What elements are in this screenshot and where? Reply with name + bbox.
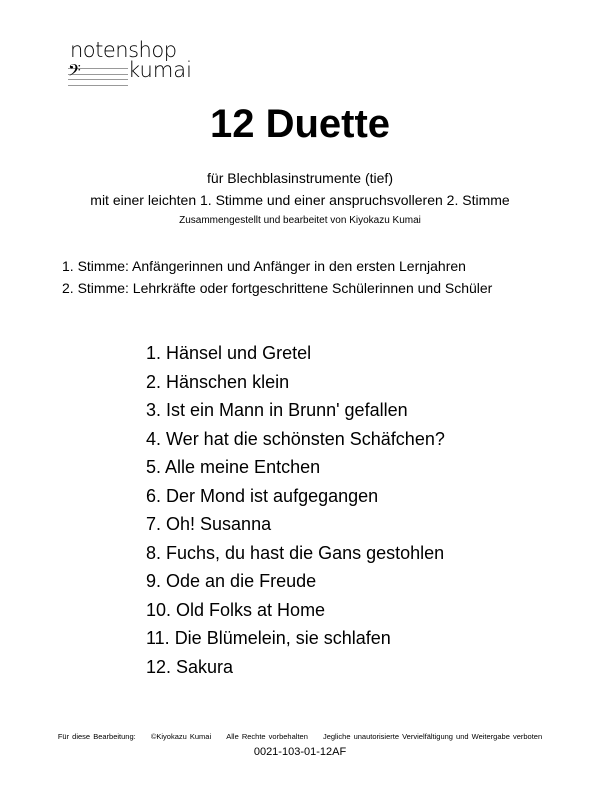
song-item: 10. Old Folks at Home	[146, 599, 326, 620]
logo-text-kumai: kumai	[128, 58, 192, 82]
footer-rights: Alle Rechte vorbehalten	[226, 732, 308, 741]
footer-prohibition: Jegliche unautorisierte Vervielfältigung und Weitergabe verboten	[322, 732, 543, 741]
publisher-logo	[68, 38, 192, 98]
bass-clef-icon: 𝄢	[68, 62, 81, 84]
song-item: 11. Die Blümelein, sie schlafen	[146, 628, 391, 648]
footer-copyright: ©Kiyokazu Kumai	[150, 732, 212, 741]
song-item: 12. Sakura	[146, 656, 234, 677]
song-item: 5. Alle meine Entchen	[146, 457, 321, 477]
page-title: 12 Duette	[209, 102, 391, 146]
song-item: 8. Fuchs, du hast die Gans gestohlen	[146, 542, 445, 563]
song-item: 4. Wer hat die schönsten Schäfchen?	[146, 428, 445, 449]
subtitle-description: mit einer leichten 1. Stimme und einer anspruchsvolleren 2. Stimme	[90, 192, 510, 208]
song-list	[146, 341, 445, 683]
song-item: 3. Ist ein Mann in Brunn' gefallen	[146, 400, 408, 420]
song-item: 1. Hänsel und Gretel	[146, 343, 312, 363]
copyright-notice	[0, 732, 600, 741]
song-item: 9. Ode an die Freude	[146, 571, 317, 591]
subtitle-instruments: für Blechblasinstrumente (tief)	[207, 170, 393, 186]
voice-2-description: 2. Stimme: Lehrkräfte oder fortgeschrittene Schülerinnen und Schüler	[62, 280, 493, 296]
voice-1-description: 1. Stimme: Anfängerinnen und Anfänger in den ersten Lernjahren	[62, 258, 466, 274]
song-item: 6. Der Mond ist aufgegangen	[146, 485, 379, 506]
catalog-code: 0021-103-01-12AF	[253, 746, 347, 758]
song-item: 7. Oh! Susanna	[146, 514, 272, 534]
footer-label: Für diese Bearbeitung:	[57, 732, 136, 741]
arranger-credit: Zusammengestellt und bearbeitet von Kiyokazu Kumai	[179, 215, 421, 226]
logo-text-notenshop: notenshop	[70, 38, 177, 62]
song-item: 2. Hänschen klein	[146, 371, 290, 392]
